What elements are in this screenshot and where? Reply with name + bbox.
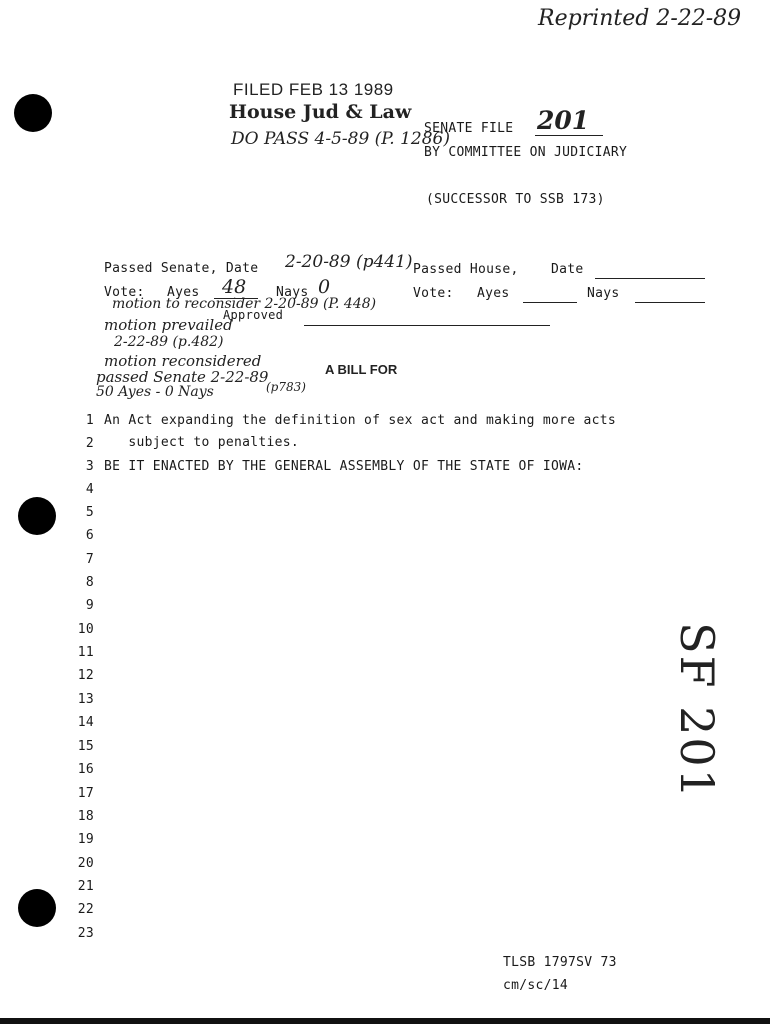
house-ayes-blank: [523, 290, 577, 303]
line-number: 3: [85, 459, 94, 474]
line-number: 12: [77, 668, 94, 683]
committee-note: House Jud & Law: [229, 101, 412, 123]
senate-file-number: 201: [535, 106, 603, 136]
senate-file-label: SENATE FILE: [424, 121, 514, 136]
passed-senate-label: Passed Senate, Date: [104, 261, 259, 276]
prevailed-date-note: 2-22-89 (p.482): [114, 334, 224, 350]
line-number: 14: [77, 715, 94, 730]
successor-note: (SUCCESSOR TO SSB 173): [426, 192, 605, 207]
punch-hole-middle: [18, 497, 56, 535]
house-date-label: Date: [551, 262, 584, 277]
approved-line: [304, 325, 550, 326]
line-number: 18: [77, 809, 94, 824]
line-number: 5: [85, 505, 94, 520]
line-number: 7: [85, 552, 94, 567]
line-text: subject to penalties.: [104, 435, 300, 450]
side-file-label: SF 201: [669, 622, 724, 800]
senate-vote-label: Vote:: [104, 285, 145, 300]
line-number: 10: [77, 622, 94, 637]
scan-bottom-edge: [0, 1018, 770, 1024]
senate-ayes-value: 48: [214, 276, 258, 299]
passed-house-label: Passed House,: [413, 262, 519, 277]
motion-prevailed-note: motion prevailed: [104, 316, 233, 334]
line-number: 17: [77, 786, 94, 801]
line-number: 2: [85, 436, 94, 451]
house-ayes-label: Ayes: [477, 286, 510, 301]
line-number: 4: [85, 482, 94, 497]
line-number: 23: [77, 926, 94, 941]
senate-nays-value: 0: [318, 276, 331, 298]
page-ref-note: (p783): [266, 380, 306, 394]
house-nays-label: Nays: [587, 286, 620, 301]
footer-initials: cm/sc/14: [503, 978, 569, 993]
line-number: 15: [77, 739, 94, 754]
filed-stamp: FILED FEB 13 1989: [233, 80, 394, 99]
line-number: 16: [77, 762, 94, 777]
line-number: 22: [77, 902, 94, 917]
reprinted-note: Reprinted 2-22-89: [538, 6, 742, 31]
by-committee: BY COMMITTEE ON JUDICIARY: [424, 145, 628, 160]
line-number: 19: [77, 832, 94, 847]
a-bill-for: A BILL FOR: [325, 362, 398, 377]
house-nays-blank: [635, 290, 705, 303]
motion-reconsidered-note: motion reconsidered: [104, 352, 262, 370]
house-vote-label: Vote:: [413, 286, 454, 301]
line-number: 21: [77, 879, 94, 894]
line-number: 20: [77, 856, 94, 871]
line-number: 1: [85, 413, 94, 428]
line-number: 8: [85, 575, 94, 590]
approved-label: Approved: [223, 308, 284, 322]
passed-senate-date: 2-20-89 (p441): [285, 252, 413, 272]
motion-reconsider-note: motion to reconsider 2-20-89 (P. 448): [112, 296, 377, 312]
line-number: 13: [77, 692, 94, 707]
passed-senate-note: passed Senate 2-22-89: [96, 368, 269, 386]
vote-tally-note: 50 Ayes - 0 Nays: [96, 384, 214, 400]
senate-nays-label: Nays: [276, 285, 309, 300]
do-pass-note: DO PASS 4-5-89 (P. 1286): [231, 129, 451, 149]
line-number: 11: [77, 645, 94, 660]
line-number: 9: [85, 598, 94, 613]
punch-hole-bottom: [18, 889, 56, 927]
punch-hole-top: [14, 94, 52, 132]
senate-ayes-label: Ayes: [167, 285, 200, 300]
footer-code: TLSB 1797SV 73: [503, 955, 617, 970]
line-text: BE IT ENACTED BY THE GENERAL ASSEMBLY OF THE STATE OF IOWA:: [104, 459, 584, 474]
house-date-blank: [595, 266, 705, 279]
line-text: An Act expanding the definition of sex act and making more acts: [104, 413, 616, 428]
line-number: 6: [85, 528, 94, 543]
